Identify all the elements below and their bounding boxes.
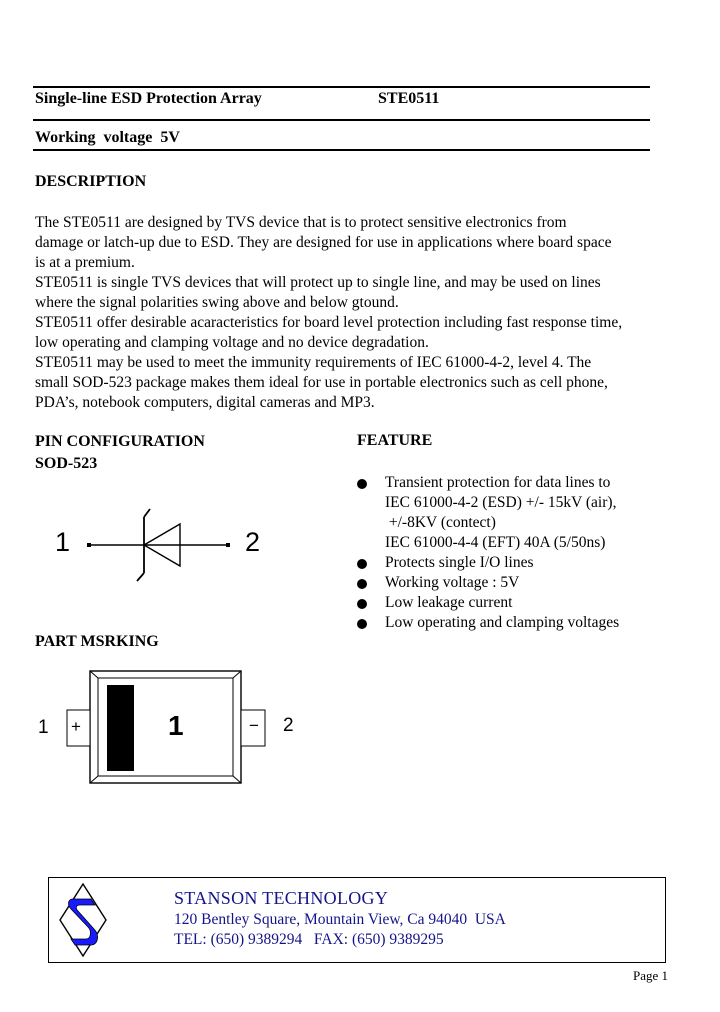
feature-line: IEC 61000-4-4 (EFT) 40A (5/50ns) — [385, 534, 606, 551]
company-footer — [48, 877, 666, 963]
company-address: 120 Bentley Square, Mountain View, Ca 94040 USA — [174, 911, 506, 928]
pin-configuration-heading: PIN CONFIGURATION — [35, 433, 205, 450]
package-label: SOD-523 — [35, 455, 98, 472]
description-line: PDA’s, notebook computers, digital cameras and MP3. — [35, 394, 375, 411]
feature-item — [355, 593, 619, 613]
description-line: STE0511 is single TVS devices that will protect up to single line, and may be used on lines — [35, 274, 601, 291]
header-top-rule — [33, 86, 650, 88]
feature-heading: FEATURE — [357, 432, 433, 449]
description-line: STE0511 may be used to meet the immunity requirements of IEC 61000-4-2, level 4. The — [35, 354, 592, 371]
document-title: Single-line ESD Protection Array — [35, 90, 262, 107]
description-paragraph-2 — [35, 273, 669, 313]
description-paragraph-3 — [35, 313, 669, 353]
feature-item — [355, 553, 619, 573]
company-contact: TEL: (650) 9389294 FAX: (650) 9389295 — [174, 931, 444, 948]
marking-pin-1-label: 1 — [38, 717, 49, 738]
description-paragraph-1 — [35, 213, 669, 273]
bullet-icon — [357, 479, 367, 489]
plus-sign: + — [71, 717, 81, 736]
part-number: STE0511 — [378, 90, 440, 107]
marking-pin-2-label: 2 — [283, 715, 294, 736]
feature-line: Working voltage : 5V — [385, 574, 520, 591]
pin-1-label: 1 — [55, 527, 71, 557]
description-line: The STE0511 are designed by TVS device that is to protect sensitive electronics from — [35, 214, 567, 231]
bullet-icon — [357, 579, 367, 589]
description-line: is at a premium. — [35, 254, 135, 271]
company-name: STANSON TECHNOLOGY — [174, 888, 389, 908]
stanson-logo-icon — [58, 883, 108, 957]
minus-sign: − — [249, 716, 259, 735]
feature-line: IEC 61000-4-2 (ESD) +/- 15kV (air), — [385, 494, 617, 511]
bullet-icon — [357, 619, 367, 629]
working-voltage-subtitle: Working voltage 5V — [35, 129, 180, 146]
feature-line: +/-8KV (contect) — [385, 514, 496, 531]
bullet-icon — [357, 559, 367, 569]
description-paragraph-4 — [35, 353, 669, 413]
feature-line: Low leakage current — [385, 594, 513, 611]
description-line: where the signal polarities swing above and below gtound. — [35, 294, 399, 311]
description-line: STE0511 offer desirable acaracteristics for board level protection including fast response time, — [35, 314, 623, 331]
feature-line: Transient protection for data lines to — [385, 474, 611, 491]
page-number: Page 1 — [632, 968, 668, 983]
description-heading: DESCRIPTION — [35, 173, 147, 190]
header-mid-rule — [33, 119, 650, 121]
description-line: damage or latch-up due to ESD. They are designed for use in applications where board space — [35, 234, 612, 251]
description-line: small SOD-523 package makes them ideal for use in portable electronics such as cell phone, — [35, 374, 608, 391]
feature-line: Protects single I/O lines — [385, 554, 534, 571]
pin-2-label: 2 — [245, 527, 261, 557]
bullet-icon — [357, 599, 367, 609]
header-bottom-rule — [33, 149, 650, 151]
feature-list — [355, 473, 619, 633]
description-line: low operating and clamping voltage and no device degradation. — [35, 334, 429, 351]
marking-code: 1 — [168, 710, 184, 741]
feature-item — [355, 613, 619, 633]
part-marking-heading: PART MSRKING — [35, 633, 159, 650]
feature-item — [355, 473, 619, 553]
feature-item — [355, 573, 619, 593]
tvs-diode-symbol — [80, 505, 240, 585]
feature-line: Low operating and clamping voltages — [385, 614, 620, 631]
